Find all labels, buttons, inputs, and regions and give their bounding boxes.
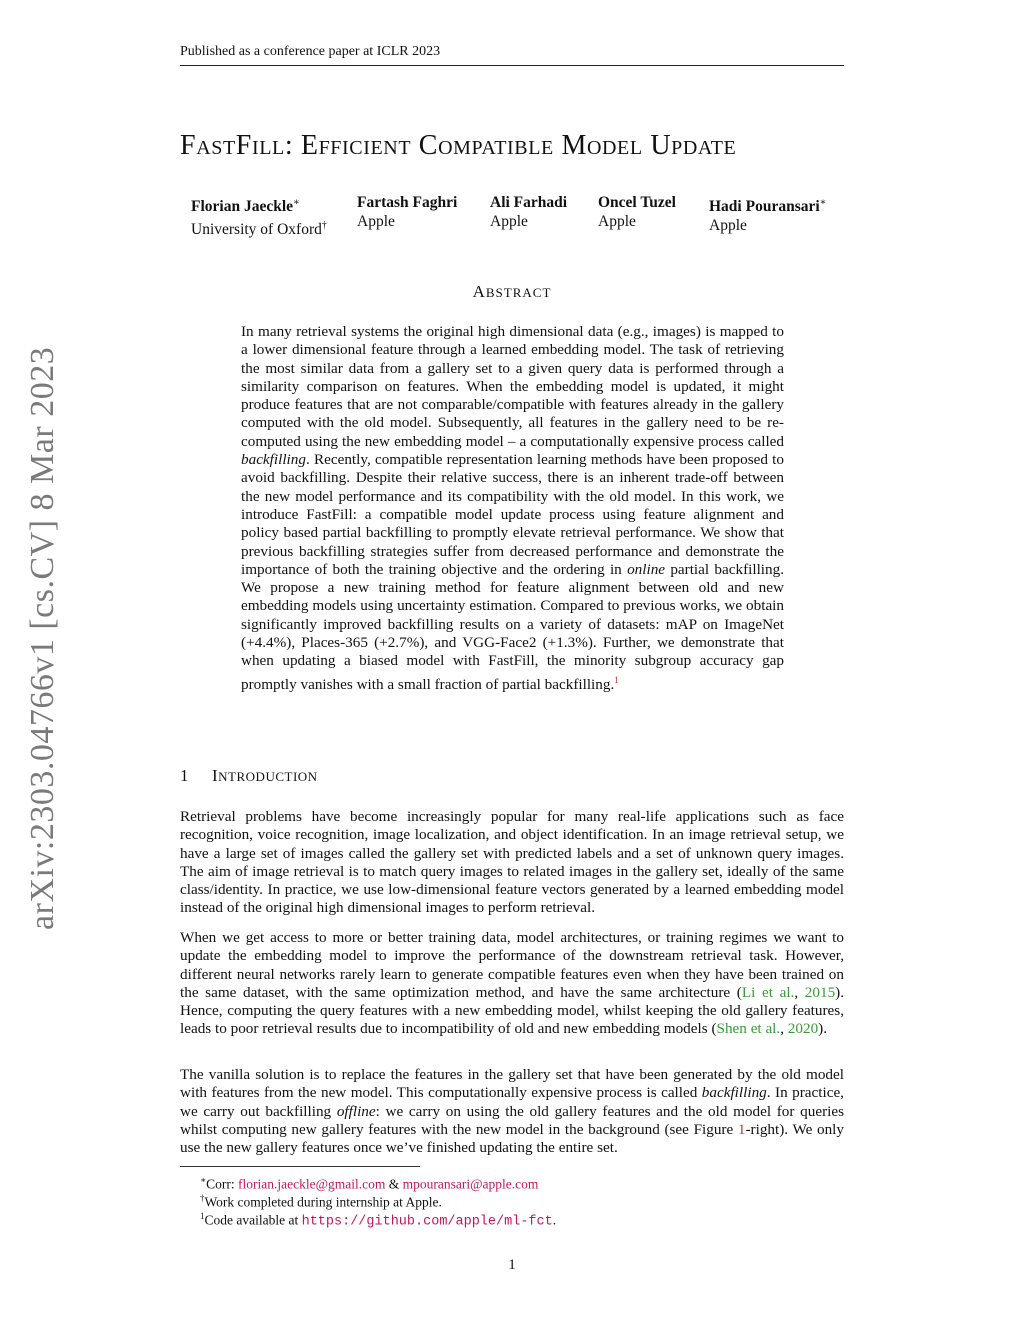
author-affiliation: Apple [709, 217, 747, 235]
author-block: Hadi Pouransari∗ Apple [709, 197, 827, 235]
email-link[interactable]: florian.jaeckle@gmail.com [238, 1176, 386, 1192]
author-name: Oncel Tuzel [598, 194, 676, 211]
author-name: Florian Jaeckle [191, 198, 294, 216]
footnote: ∗Corr: florian.jaeckle@gmail.com & mpouransari@apple.com [200, 1175, 539, 1192]
author-block [598, 193, 676, 231]
page-number: 1 [508, 1257, 516, 1273]
author-affiliation: Apple [357, 213, 395, 230]
footnote-ref-link[interactable]: 1 [614, 674, 619, 685]
paragraph: Retrieval problems have become increasingly popular for many real-life applications such as face recognition, voice recognition, image localization, and object identification. In an image retrieval setup, we have a large set of images called the gallery set with predicted labels and a set of unknown query images. The aim of image retrieval is to match query images to related images in the gallery set, ideally of the same class/identity. In practice, we use low-dimensional feature vectors generated by a learned embedding model instead of the original high dimensional images to perform retrieval. [180, 808, 844, 917]
author-affiliation: University of Oxford [191, 221, 322, 239]
author-name: Hadi Pouransari [709, 198, 820, 216]
author-name: Ali Farhadi [490, 194, 568, 211]
email-link[interactable]: mpouransari@apple.com [402, 1176, 539, 1192]
paragraph: When we get access to more or better training data, model architectures, or training regimes we want to update the embedding model to improve the performance of the downstream retrieval task. However, different neural networks rarely learn to generate compatible features even when they have been trained on the same dataset, with the same optimization method, and have the same architecture (Li et al., 2015). Hence, computing the query features with a new embedding model, whilst keeping the old gallery features, leads to poor retrieval results due to incompatibility of old and new embedding models (Shen et al., 2020). [180, 929, 845, 1038]
footnote: $^1$Code available at https://github.com/apple/ml-fct. [200, 1211, 557, 1230]
citation-link[interactable]: Shen et al. [716, 1020, 781, 1038]
citation-link[interactable]: Li et al. [741, 983, 795, 1001]
citation-year-link[interactable]: 2020 [787, 1020, 819, 1038]
paper-title: FASTFILL: EFFICIENT COMPATIBLE MODEL UPDATE [180, 130, 737, 161]
footnote-rule [180, 1166, 420, 1167]
abstract-text: In many retrieval systems the original high dimensional data (e.g., images) is mapped to a lower dimensional feature through a learned embedding model. The task of retrieving the most similar data from a gallery set to a given query data is performed through a similarity comparison on features. When the embedding model is updated, it might produce features that are not comparable/compatible with features already in the gallery computed with the old model. Subsequently, all features in the gallery need to be re-computed using the new embedding model – a computationally expensive process called backfilling. Recently, compatible representation learning methods have been proposed to avoid backfilling. Despite their relative success, there is an inherent trade-off between the new model performance and its compatibility with the old model. In this work, we introduce FastFill: a compatible model update process using feature alignment and policy based partial backfilling to promptly elevate retrieval performance. We show that previous backfilling strategies suffer from decreased performance and demonstrate the importance of both the training objective and the ordering in online partial backfilling. We propose a new training method for feature alignment between old and new embedding models using uncertainty estimation. Compared to previous works, we obtain significantly improved backfilling results on a variety of datasets: mAP on ImageNet (+4.4%), Places-365 (+2.7%), and VGG-Face2 (+1.3%). Further, we demonstrate that when updating a biased model with FastFill, the minority subgroup accuracy gap promptly vanishes with a small fraction of partial backfilling.$^1$ [241, 323, 784, 693]
section-heading: 1 INTRODUCTION [180, 766, 318, 785]
citation-year-link[interactable]: 2015 [804, 983, 836, 1001]
footnote: †Work completed during internship at Apple. [200, 1193, 442, 1210]
author-block [490, 193, 567, 231]
code-url-link[interactable]: https://github.com/apple/ml-fct [301, 1214, 553, 1230]
author-name: Fartash Faghri [357, 194, 458, 211]
author-affiliation: Apple [598, 213, 636, 230]
author-block [357, 193, 457, 231]
author-affiliation: Apple [490, 213, 528, 230]
abstract-heading: ABSTRACT [472, 282, 552, 301]
author-block: Florian Jaeckle∗ University of Oxford† [191, 197, 327, 239]
arxiv-side-stamp: arXiv:2303.04766v1 [cs.CV] 8 Mar 2023 [24, 346, 61, 930]
figure-ref-link[interactable]: 1 [737, 1120, 746, 1138]
paragraph: The vanilla solution is to replace the features in the gallery set that have been generated by the old model with features from the new model. This computationally expensive process is called backfilling. In practice, we carry out backfilling offline: we carry on using the old gallery features and the old model for queries whilst computing new gallery features with the new model in the background (see Figure 1-right). We only use the new gallery features once we’ve finished updating the entire set. [180, 1066, 844, 1157]
header-rule [180, 65, 844, 66]
running-header: Published as a conference paper at ICLR 2023 [180, 44, 441, 59]
